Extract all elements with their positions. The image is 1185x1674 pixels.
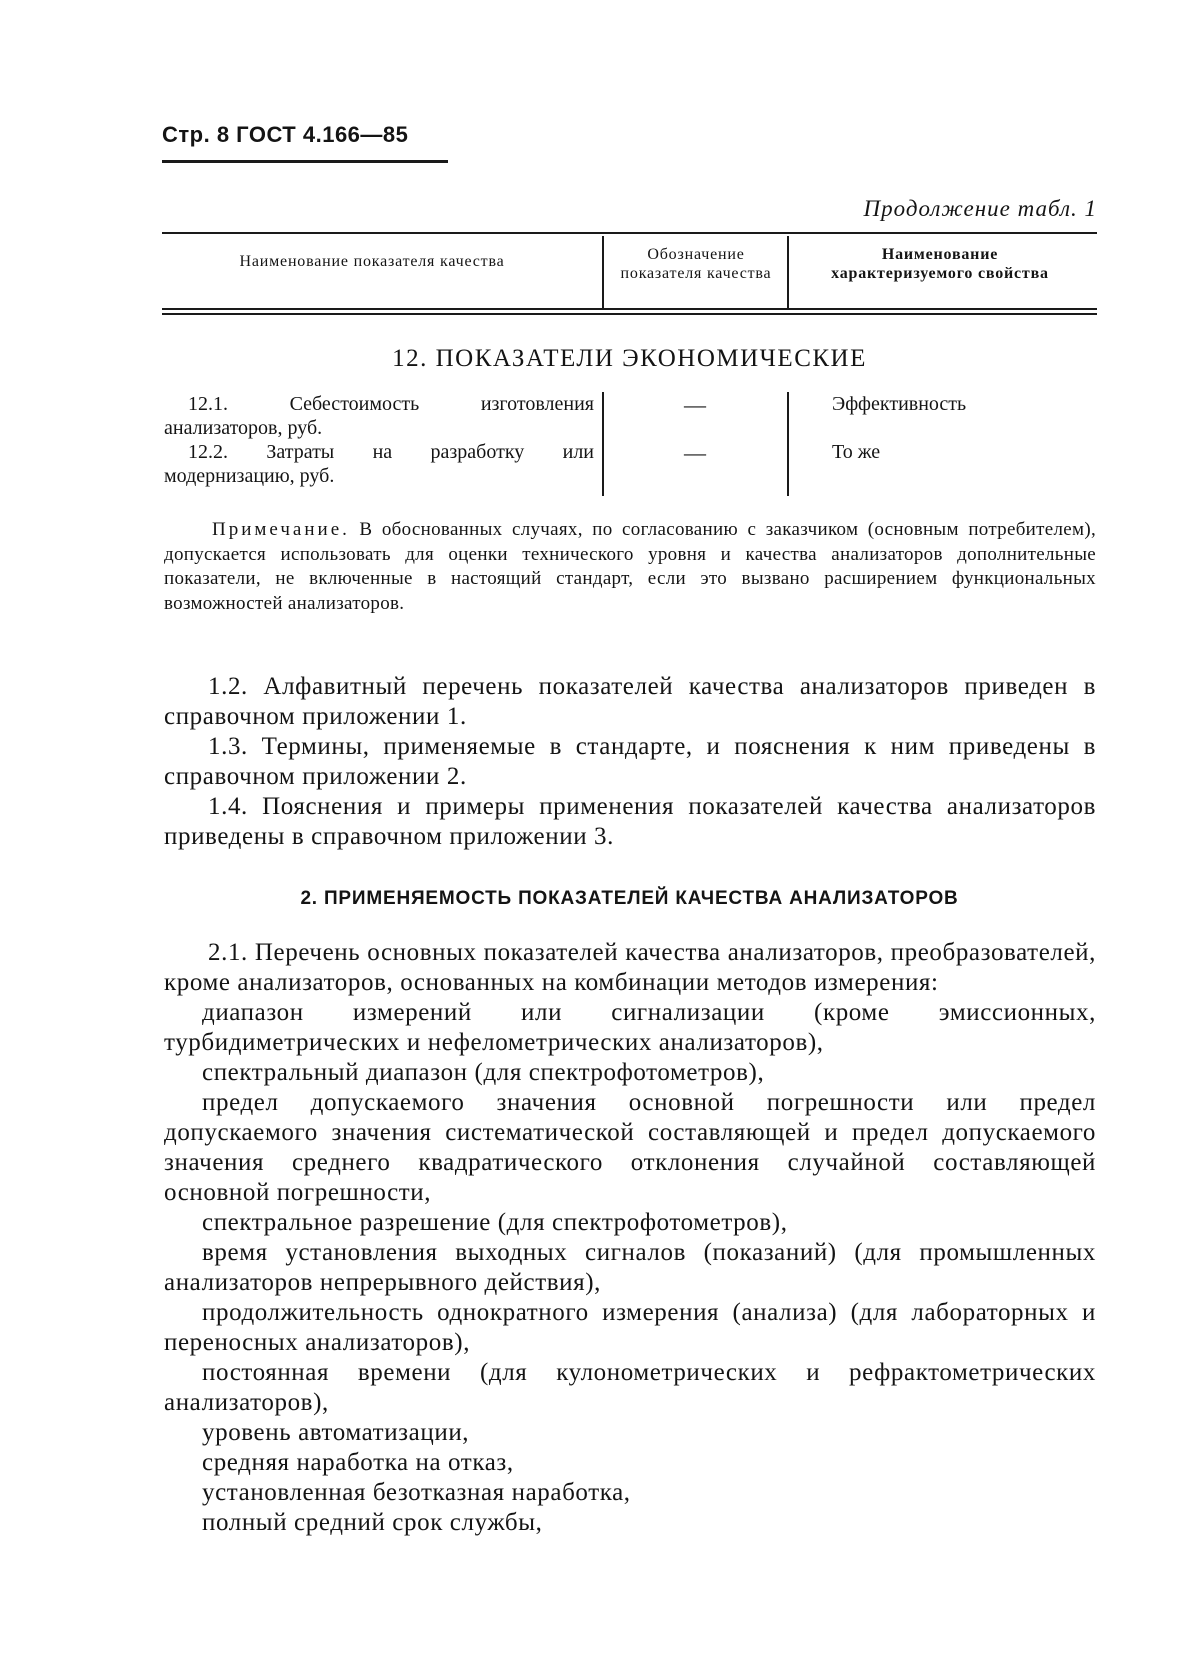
table-body-divider-2 xyxy=(787,392,789,496)
table-header-divider-1 xyxy=(602,236,604,308)
list-item: предел допускаемого значения основной погрешности или предел допускаемого значения систематической составляющей и предел допускаемого значения среднего квадратического отклонения случайной составляющей основной погрешности, xyxy=(164,1089,1096,1206)
list-item: продолжительность однократного измерения (анализа) (для лабораторных и переносных анализаторов), xyxy=(164,1299,1096,1356)
list-item: спектральное разрешение (для спектрофотометров), xyxy=(202,1209,788,1236)
section-2-body xyxy=(164,938,1096,1538)
list-item: полный средний срок службы, xyxy=(202,1509,543,1536)
table-header-divider-2 xyxy=(787,236,789,308)
table-note xyxy=(164,518,1096,616)
table-continuation-label: Продолжение табл. 1 xyxy=(863,196,1097,221)
list-item: диапазон измерений или сигнализации (кроме эмиссионных, турбидиметрических и нефелометрических анализаторов), xyxy=(164,999,1096,1056)
table-body-divider-1 xyxy=(602,392,604,496)
paragraphs-block-1 xyxy=(164,672,1096,852)
table-row-2-name: 12.2. Затраты на разработку или модернизацию, руб. xyxy=(164,441,594,487)
table-header-property: Наименование характеризуемого свойства xyxy=(831,246,1049,282)
paragraph-1-3: 1.3. Термины, применяемые в стандарте, и пояснения к ним приведены в справочном приложении 2. xyxy=(164,733,1096,790)
section-2-title: 2. ПРИМЕНЯЕМОСТЬ ПОКАЗАТЕЛЕЙ КАЧЕСТВА АНАЛИЗАТОРОВ xyxy=(300,888,959,909)
page-header: Стр. 8 ГОСТ 4.166—85 xyxy=(162,122,409,147)
table-header-symbol: Обозначение показателя качества xyxy=(620,246,772,282)
list-item: постоянная времени (для кулонометрических и рефрактометрических анализаторов), xyxy=(164,1359,1096,1416)
note-label: Примечание. xyxy=(212,519,350,540)
list-item: установленная безотказная наработка, xyxy=(202,1479,631,1506)
table-header-bottom-rule-double xyxy=(162,313,1097,315)
table-header-bottom-rule xyxy=(162,308,1097,310)
table-top-rule xyxy=(162,232,1097,234)
paragraph-2-1: 2.1. Перечень основных показателей качества анализаторов, преобразователей, кроме анализаторов, основанных на комбинации методов измерения: xyxy=(164,939,1096,996)
paragraph-1-4: 1.4. Пояснения и примеры применения показателей качества анализаторов приведены в справочном приложении 3. xyxy=(164,793,1096,850)
table-row-1-name: 12.1. Себестоимость изготовления анализаторов, руб. xyxy=(164,393,594,439)
list-item: уровень автоматизации, xyxy=(202,1419,470,1446)
table-row-1-symbol: — xyxy=(684,392,706,417)
list-item: спектральный диапазон (для спектрофотометров), xyxy=(202,1059,765,1086)
table-row-1-property: Эффективность xyxy=(832,393,967,415)
table-row-2-property: То же xyxy=(832,441,881,463)
table-header-name: Наименование показателя качества xyxy=(239,253,505,270)
header-rule xyxy=(162,160,448,163)
note-text: В обоснованных случаях, по согласованию с заказчиком (основным потребителем), допускается использовать для оценки технического уровня и качества анализаторов дополнительные показатели, не включенные в настоящий стандарт, если это вызвано расширением функциональных возможностей анализаторов. xyxy=(164,519,1096,614)
list-item: средняя наработка на отказ, xyxy=(202,1449,514,1476)
table-section-title: 12. ПОКАЗАТЕЛИ ЭКОНОМИЧЕСКИЕ xyxy=(392,345,867,372)
paragraph-1-2: 1.2. Алфавитный перечень показателей качества анализаторов приведен в справочном приложении 1. xyxy=(164,673,1096,730)
list-item: время установления выходных сигналов (показаний) (для промышленных анализаторов непрерывного действия), xyxy=(164,1239,1096,1296)
table-row-2-symbol: — xyxy=(684,440,706,465)
